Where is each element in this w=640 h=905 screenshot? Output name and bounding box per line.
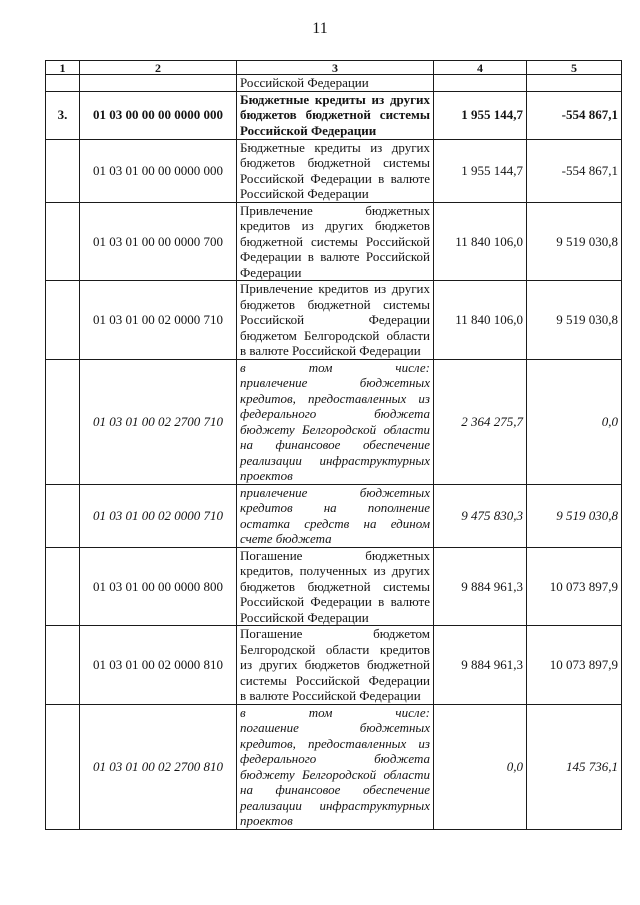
amount-col-5-cell: 10 073 897,9 (527, 547, 622, 626)
description-line: проектов (240, 468, 293, 483)
description-line: остатка средств на едином (240, 515, 430, 531)
amount-col-5-cell: 9 519 030,8 (527, 281, 622, 360)
amount-col-5-cell: 10 073 897,9 (527, 626, 622, 705)
table-row (46, 281, 622, 360)
description-line: кредитов, предоставленных из (240, 735, 430, 751)
description-line: на финансовое обеспечение (240, 437, 430, 452)
amount-col-5-cell: 9 519 030,8 (527, 202, 622, 281)
row-number-cell (46, 202, 80, 281)
table-row (46, 139, 622, 202)
row-number-cell (46, 484, 80, 547)
table-body (46, 75, 622, 830)
amount-col-5-cell: 9 519 030,8 (527, 484, 622, 547)
description-line: Привлечение кредитов из других (240, 281, 430, 296)
table-row (46, 91, 622, 139)
row-number-cell (46, 626, 80, 705)
description-line: кредитов, предоставленных из (240, 390, 430, 406)
table-row (46, 704, 622, 829)
budget-code-cell: 01 03 01 00 00 0000 800 (80, 547, 237, 626)
description-line: привлечение бюджетных (240, 484, 430, 500)
amount-col-4-cell: 11 840 106,0 (434, 281, 527, 360)
description-line: Российской Федерации (240, 312, 430, 327)
budget-code-cell: 01 03 01 00 02 2700 810 (80, 704, 237, 829)
table-row (46, 75, 622, 92)
description-line: Федерации в валюте Российской (240, 249, 430, 264)
description-cell (237, 139, 434, 202)
description-line: Российской Федерации (240, 122, 377, 138)
budget-code-cell: 01 03 01 00 02 2700 710 (80, 359, 237, 484)
description-line: Российской Федерации в валюте (240, 594, 430, 609)
amount-col-4-cell: 1 955 144,7 (434, 139, 527, 202)
amount-col-5-cell (527, 75, 622, 92)
description-line: Российской Федерации в валюте (240, 170, 430, 186)
description-line: кредитов, полученных из других (240, 563, 430, 578)
description-cell (237, 281, 434, 360)
description-line: Белгородской области кредитов (240, 641, 430, 657)
row-number-cell (46, 547, 80, 626)
table-row (46, 202, 622, 281)
row-number-cell: 3. (46, 91, 80, 139)
description-line: бюджетной системы Российской (240, 233, 430, 249)
description-line: счете бюджета (240, 531, 332, 546)
amount-col-5-cell: 0,0 (527, 359, 622, 484)
budget-code-cell: 01 03 01 00 00 0000 000 (80, 139, 237, 202)
amount-col-4-cell: 9 884 961,3 (434, 547, 527, 626)
budget-code-cell: 01 03 00 00 00 0000 000 (80, 91, 237, 139)
description-line: на финансовое обеспечение (240, 782, 430, 797)
description-line: Погашение бюджетных (240, 547, 430, 563)
budget-code-cell: 01 03 01 00 02 0000 710 (80, 281, 237, 360)
description-line: бюджетов бюджетной системы (240, 578, 430, 594)
description-cell (237, 547, 434, 626)
amount-col-4-cell: 9 475 830,3 (434, 484, 527, 547)
row-number-cell (46, 359, 80, 484)
description-line: бюджетов бюджетной системы (240, 107, 430, 123)
description-line: из других бюджетов бюджетной (240, 657, 430, 672)
description-line: привлечение бюджетных (240, 375, 430, 390)
table-row (46, 626, 622, 705)
description-line: бюджету Белгородской области (240, 766, 430, 782)
header-col-1: 1 (46, 61, 80, 75)
page-number: 11 (312, 20, 328, 37)
description-line: бюджетом Белгородской области (240, 327, 430, 343)
description-line: Бюджетные кредиты из других (240, 139, 430, 155)
description-line: Российской Федерации (240, 609, 369, 625)
budget-code-cell: 01 03 01 00 02 0000 710 (80, 484, 237, 547)
description-line: Российской Федерации (240, 186, 369, 201)
header-col-4: 4 (434, 61, 527, 75)
description-line: в валюте Российской Федерации (240, 343, 421, 358)
row-number-cell (46, 75, 80, 92)
description-line: федерального бюджета (240, 751, 430, 766)
description-line: бюджету Белгородской области (240, 421, 430, 437)
description-cell (237, 359, 434, 484)
table-row (46, 484, 622, 547)
amount-col-4-cell: 0,0 (434, 704, 527, 829)
description-line: проектов (240, 813, 293, 828)
amount-col-4-cell: 11 840 106,0 (434, 202, 527, 281)
description-line: Федерации (240, 264, 302, 280)
table-row (46, 359, 622, 484)
amount-col-5-cell: -554 867,1 (527, 91, 622, 139)
description-line: системы Российской Федерации (240, 672, 430, 688)
row-number-cell (46, 281, 80, 360)
amount-col-4-cell: 2 364 275,7 (434, 359, 527, 484)
description-line: в валюте Российской Федерации (240, 688, 421, 703)
description-line: в том числе: (240, 704, 430, 720)
header-col-5: 5 (527, 61, 622, 75)
description-line: реализации инфраструктурных (240, 452, 430, 468)
header-col-3: 3 (237, 61, 434, 75)
description-line: Российской Федерации (240, 75, 369, 90)
description-cell (237, 626, 434, 705)
description-line: в том числе: (240, 359, 430, 375)
budget-code-cell: 01 03 01 00 00 0000 700 (80, 202, 237, 281)
description-line: погашение бюджетных (240, 720, 430, 735)
table-row (46, 547, 622, 626)
amount-col-4-cell: 9 884 961,3 (434, 626, 527, 705)
amount-col-5-cell: -554 867,1 (527, 139, 622, 202)
description-line: федерального бюджета (240, 406, 430, 421)
description-cell (237, 91, 434, 139)
row-number-cell (46, 704, 80, 829)
description-cell (237, 484, 434, 547)
amount-col-4-cell: 1 955 144,7 (434, 91, 527, 139)
description-line: Бюджетные кредиты из других (240, 91, 430, 107)
description-cell (237, 202, 434, 281)
description-line: кредитов на пополнение (240, 500, 430, 515)
budget-code-cell: 01 03 01 00 02 0000 810 (80, 626, 237, 705)
description-line: кредитов из других бюджетов (240, 218, 430, 233)
budget-sources-table (45, 60, 622, 830)
header-row (46, 61, 622, 75)
description-line: бюджетов бюджетной системы (240, 296, 430, 312)
budget-code-cell (80, 75, 237, 92)
row-number-cell (46, 139, 80, 202)
description-cell (237, 704, 434, 829)
description-line: Погашение бюджетом (240, 626, 430, 641)
amount-col-5-cell: 145 736,1 (527, 704, 622, 829)
description-cell (237, 75, 434, 92)
description-line: реализации инфраструктурных (240, 797, 430, 813)
amount-col-4-cell (434, 75, 527, 92)
description-line: Привлечение бюджетных (240, 202, 430, 218)
description-line: бюджетов бюджетной системы (240, 155, 430, 170)
header-col-2: 2 (80, 61, 237, 75)
